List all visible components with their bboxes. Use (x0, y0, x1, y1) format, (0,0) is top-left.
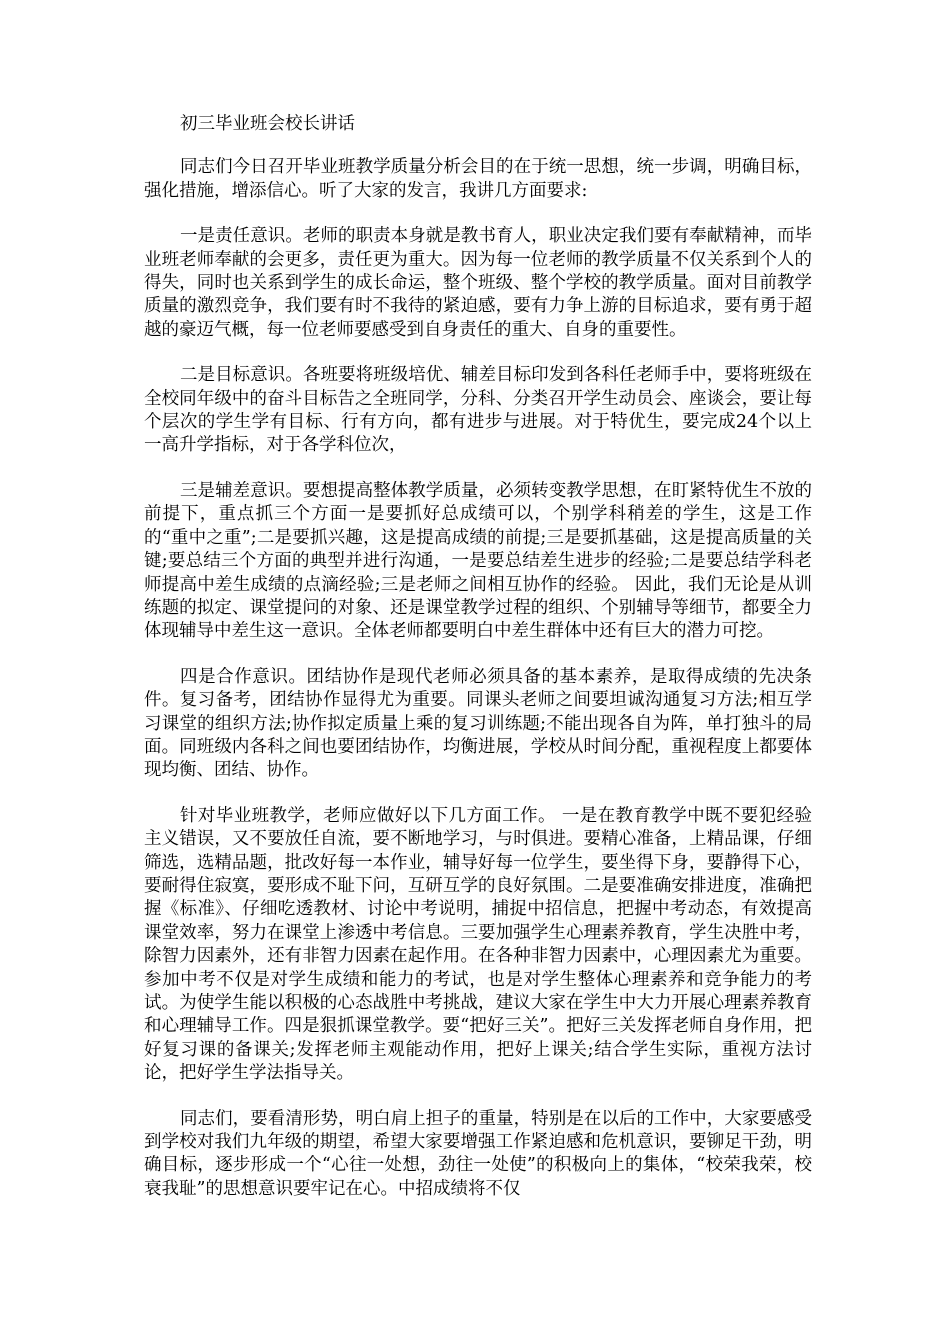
paragraph-intro: 同志们今日召开毕业班教学质量分析会目的在于统一思想，统一步调，明确目标，强化措施，增添信心。听了大家的发言，我讲几方面要求: (144, 157, 812, 201)
paragraph-goal: 二是目标意识。各班要将班级培优、辅差目标印发到各科任老师手中，要将班级在全校同年级中的奋斗目标告之全班同学，分科、分类召开学生动员会、座谈会，要让每个层次的学生学有目标、行有方向，都有进步与进展。对于特优生，要完成24个以上一高升学指标，对于各学科位次， (144, 365, 812, 456)
paragraph-teaching-work: 针对毕业班教学，老师应做好以下几方面工作。 一是在教育教学中既不要犯经验主义错误，又不要放任自流，要不断地学习，与时俱进。要精心准备，上精品课，仔细筛选，选精品题，批改好每一本作业，辅导好每一位学生，要坐得下身，要静得下心，要耐得住寂寞，要形成不耻下问，互研互学的良好氛围。二是要准确安排进度，准确把握《标准》、仔细吃透教材、讨论中考说明，捕捉中招信息，把握中考动态，有效提高课堂效率，努力在课堂上渗透中考信息。三要加强学生心理素养教育，学生决胜中考，除智力因素外，还有非智力因素在起作用。在各种非智力因素中，心理因素尤为重要。参加中考不仅是对学生成绩和能力的考试，也是对学生整体心理素养和竞争能力的考试。为使学生能以积极的心态战胜中考挑战，建议大家在学生中大力开展心理素养教育和心理辅导工作。四是狠抓课堂教学。要“把好三关”。把好三关发挥老师自身作用，把好复习课的备课关;发挥老师主观能动作用，把好上课关;结合学生实际，重视方法讨论，把好学生学法指导关。 (144, 805, 812, 1084)
document-body (144, 113, 812, 1223)
document-title: 初三毕业班会校长讲话 (180, 114, 355, 134)
paragraph-closing: 同志们，要看清形势，明白肩上担子的重量，特别是在以后的工作中，大家要感受到学校对我们九年级的期望，希望大家要增强工作紧迫感和危机意识，要铆足干劲，明确目标，逐步形成一个“心往一处想，劲往一处使”的积极向上的集体，“校荣我荣，校衰我耻”的思想意识要牢记在心。中招成绩将不仅 (144, 1108, 812, 1199)
paragraph-remedial: 三是辅差意识。要想提高整体教学质量，必须转变教学思想，在盯紧特优生不放的前提下，重点抓三个方面一是要抓好总成绩可以，个别学科稍差的学生，这是工作的“重中之重”;二是要抓兴趣，这是提高成绩的前提;三是要抓基础，这是提高质量的关键;要总结三个方面的典型并进行沟通，一是要总结差生进步的经验;二是要总结学科老师提高中差生成绩的点滴经验;三是老师之间相互协作的经验。 因此，我们无论是从训练题的拟定、课堂提问的对象、还是课堂教学过程的组织、个别辅导等细节，都要全力体现辅导中差生这一意识。全体老师都要明白中差生群体中还有巨大的潜力可挖。 (144, 480, 812, 642)
paragraph-responsibility: 一是责任意识。老师的职责本身就是教书育人，职业决定我们要有奉献精神，而毕业班老师奉献的会更多，责任更为重大。因为每一位老师的教学质量不仅关系到个人的得失，同时也关系到学生的成长命运，整个班级、整个学校的教学质量。面对目前教学质量的激烈竞争，我们要有时不我待的紧迫感，要有力争上游的目标追求，要有勇于超越的豪迈气概，每一位老师要感受到自身责任的重大、自身的重要性。 (144, 226, 812, 340)
paragraph-cooperation: 四是合作意识。团结协作是现代老师必须具备的基本素养，是取得成绩的先决条件。复习备考，团结协作显得尤为重要。同课头老师之间要坦诚沟通复习方法;相互学习课堂的组织方法;协作拟定质量上乘的复习训练题;不能出现各自为阵，单打独斗的局面。同班级内各科之间也要团结协作，均衡进展，学校从时间分配，重视程度上都要体现均衡、团结、协作。 (144, 666, 812, 781)
